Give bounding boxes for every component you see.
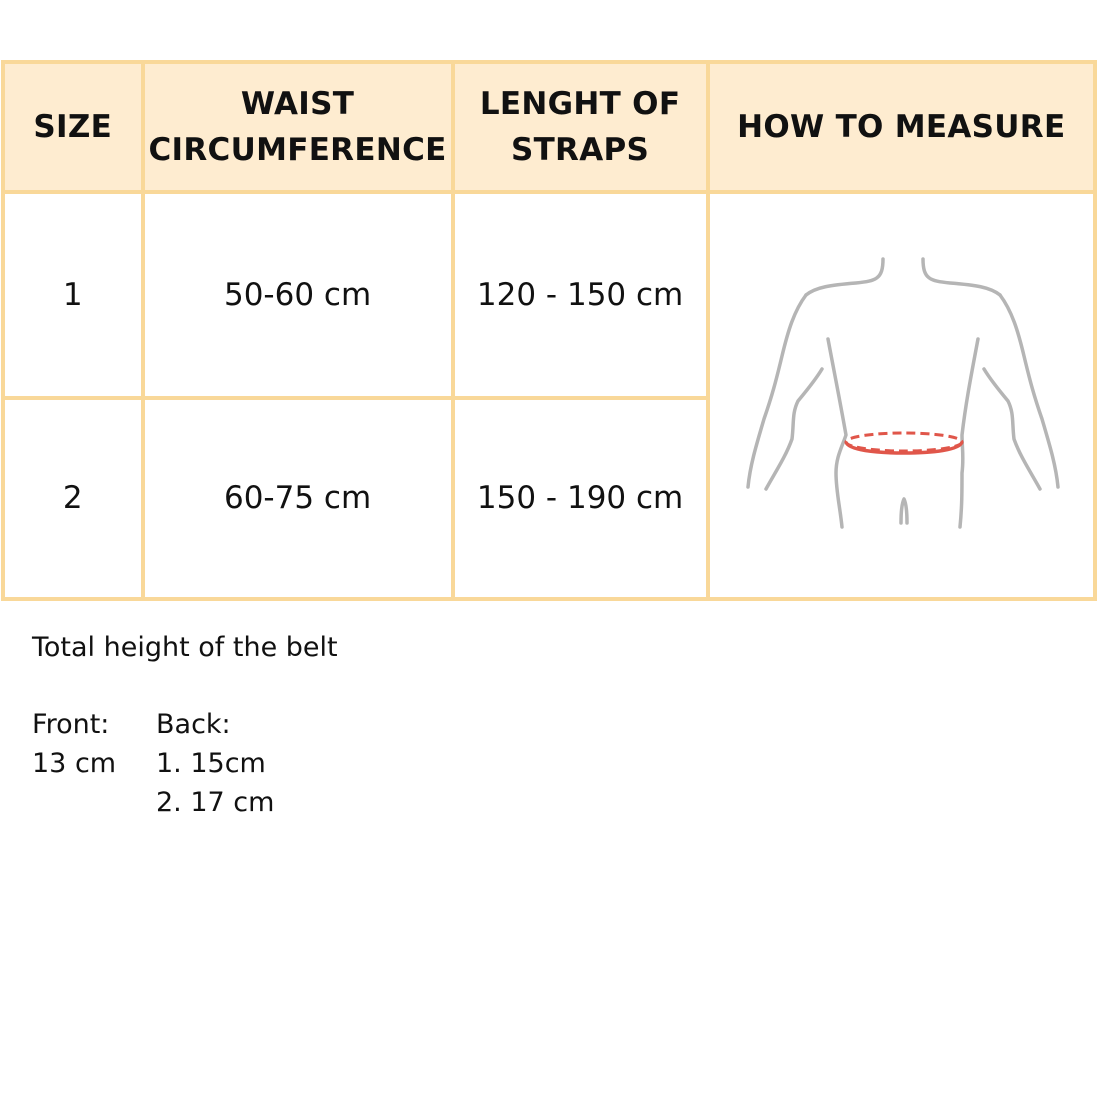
table-header-row [3, 62, 1095, 192]
size-chart-table [1, 60, 1097, 601]
belt-height-notes [32, 628, 338, 822]
front-label: Front: [32, 709, 110, 740]
torso-waist-measure-icon [736, 251, 1066, 541]
header-how-to-measure [708, 62, 1095, 192]
header-strap-length [453, 62, 708, 192]
cell-size: 1 [3, 192, 143, 398]
notes-heading: Total height of the belt [32, 632, 338, 663]
header-waist-line1: WAIST [240, 86, 355, 122]
cell-waist: 50-60 cm [143, 192, 453, 398]
header-size-label: SIZE [33, 109, 113, 145]
cell-how-to-measure [708, 192, 1095, 599]
back-value: 1. 15cm [156, 748, 266, 779]
cell-straps: 150 - 190 cm [453, 398, 708, 600]
header-straps-line1: LENGHT OF [479, 86, 681, 122]
front-height [32, 705, 156, 822]
header-size [3, 62, 143, 192]
cell-straps: 120 - 150 cm [453, 192, 708, 398]
header-waist-line2: CIRCUMFERENCE [148, 132, 447, 168]
cell-size: 2 [3, 398, 143, 600]
table-row [3, 192, 1095, 398]
notes-columns [32, 705, 338, 822]
header-waist-circumference [143, 62, 453, 192]
header-measure-label: HOW TO MEASURE [737, 109, 1066, 145]
front-value: 13 cm [32, 748, 117, 779]
waist-band-dashed [846, 433, 962, 451]
cell-waist: 60-75 cm [143, 398, 453, 600]
back-label: Back: [156, 709, 231, 740]
back-height [156, 705, 274, 822]
back-value: 2. 17 cm [156, 787, 275, 818]
header-straps-line2: STRAPS [510, 132, 650, 168]
